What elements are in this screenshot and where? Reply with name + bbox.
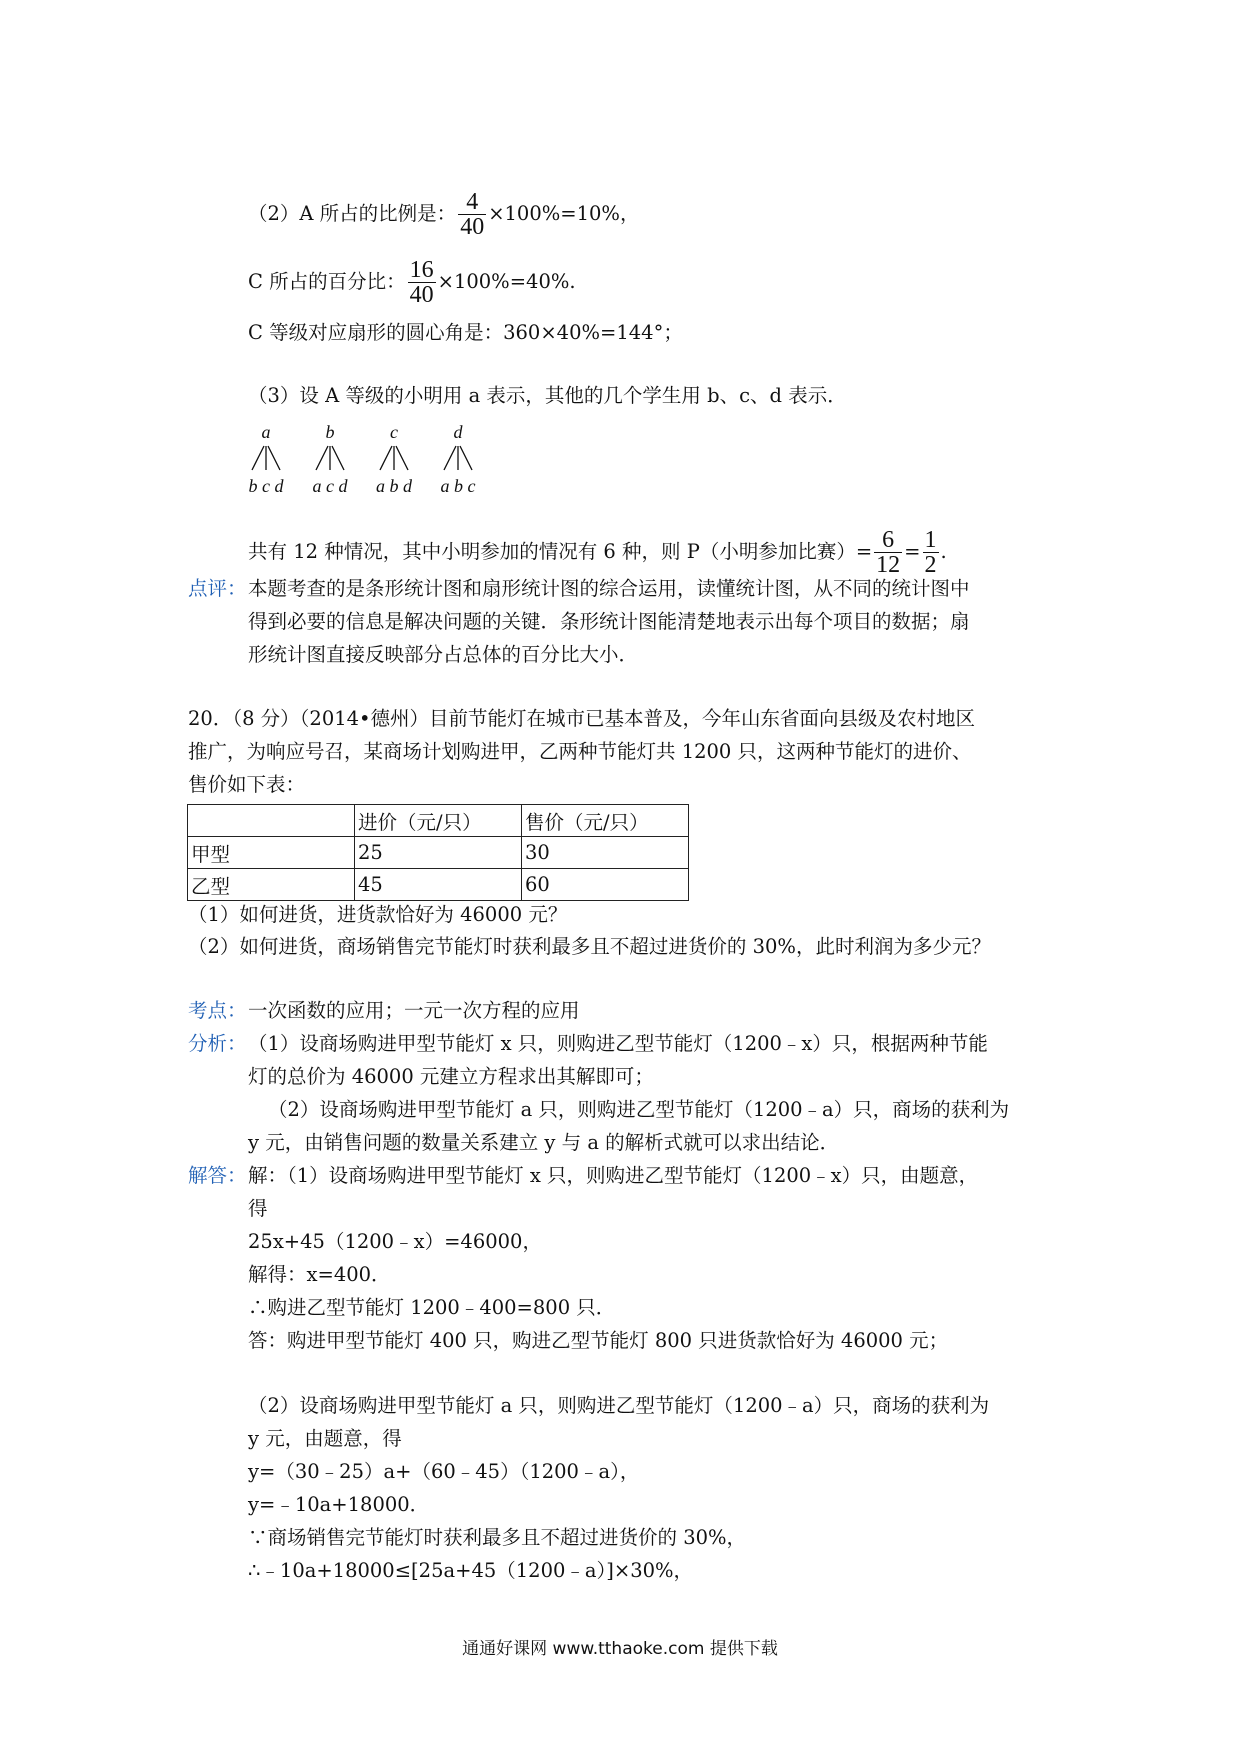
jieda-line: ∴﹣10a+18000≤[25a+45（1200﹣a）]×30%， <box>248 1559 694 1582</box>
tree-bottom-b: a c d <box>312 476 348 496</box>
probability-line <box>248 528 947 577</box>
tree-bottom-a: b c d <box>248 476 284 496</box>
jieda-line: ∵商场销售完节能灯时获利最多且不超过进货价的 30%， <box>248 1526 747 1549</box>
table-cell: 30 <box>522 837 689 869</box>
jieda-line: 25x+45（1200﹣x）=46000， <box>248 1230 542 1253</box>
ratio-a-text: （2）A 所占的比例是： <box>248 202 457 225</box>
tree-top-c: c <box>390 422 398 442</box>
frac-den: 40 <box>460 214 485 240</box>
ratio-a-result: ×100%=10%， <box>488 202 640 225</box>
fraction-4-40 <box>458 190 486 239</box>
ratio-c-text: C 所占的百分比： <box>248 270 406 293</box>
fenxi-line: （2）设商场购进甲型节能灯 a 只，则购进乙型节能灯（1200﹣a）只，商场的获利为 <box>268 1098 1010 1121</box>
frac-num: 4 <box>466 189 479 215</box>
price-table <box>187 804 689 901</box>
frac-den: 2 <box>924 552 937 578</box>
page-footer: 通通好课网 www.tthaoke.com 提供下载 <box>462 1639 778 1659</box>
frac-num: 6 <box>882 527 895 553</box>
fenxi-label: 分析： <box>188 1032 247 1055</box>
tree-diagram <box>246 420 506 502</box>
tree-bottom-d: a b c <box>440 476 476 496</box>
tree-top-d: d <box>453 422 463 442</box>
ratio-a-line <box>248 190 639 239</box>
frac-num: 1 <box>924 527 937 553</box>
frac-den: 40 <box>409 282 434 308</box>
table-cell: 60 <box>522 869 689 901</box>
part3-line: （3）设 A 等级的小明用 a 表示，其他的几个学生用 b、c、d 表示． <box>248 384 847 407</box>
table-header-cell: 售价（元/只） <box>522 805 689 837</box>
jieda-line: 解得：x=400． <box>248 1263 391 1286</box>
jieda-line: 答：购进甲型节能灯 400 只，购进乙型节能灯 800 只进货款恰好为 46000 元； <box>248 1329 949 1352</box>
jieda-line: 解：（1）设商场购进甲型节能灯 x 只，则购进乙型节能灯（1200﹣x）只，由题意， <box>248 1164 979 1187</box>
tree-top-a: a <box>261 422 271 442</box>
jieda-line: （2）设商场购进甲型节能灯 a 只，则购进乙型节能灯（1200﹣a）只，商场的获利为 <box>248 1394 990 1417</box>
problem20-stem-3: 售价如下表： <box>188 773 306 796</box>
tree-c <box>376 422 413 496</box>
table-header-cell: 进价（元/只） <box>355 805 522 837</box>
problem20-stem-1: 20．（8 分）（2014•德州）目前节能灯在城市已基本普及，今年山东省面向县级及农村地区 <box>188 707 976 730</box>
ratio-c-result: ×100%=40%. <box>437 270 576 293</box>
period: . <box>940 540 947 563</box>
question-1: （1）如何进货，进货款恰好为 46000 元？ <box>188 903 568 926</box>
table-header-cell <box>188 805 355 837</box>
jieda-line: y=（30﹣25）a+（60﹣45）（1200﹣a）， <box>248 1460 640 1483</box>
table-cell: 45 <box>355 869 522 901</box>
kaodian-label: 考点： <box>188 999 247 1022</box>
table-cell: 甲型 <box>188 837 355 869</box>
comment-label: 点评： <box>188 577 247 600</box>
jieda-label: 解答： <box>188 1164 247 1187</box>
tree-a <box>249 422 285 496</box>
kaodian-text: 一次函数的应用；一元一次方程的应用 <box>248 999 580 1022</box>
table-row <box>188 837 689 869</box>
ratio-c-line <box>248 258 576 307</box>
fenxi-line: （1）设商场购进甲型节能灯 x 只，则购进乙型节能灯（1200﹣x）只，根据两种节能 <box>248 1032 988 1055</box>
comment-line-3: 形统计图直接反映部分占总体的百分比大小． <box>248 643 639 666</box>
tree-b <box>313 422 349 496</box>
frac-num: 16 <box>409 257 434 283</box>
frac-den: 12 <box>876 552 901 578</box>
fraction-1-2 <box>923 528 939 577</box>
comment-line-2: 得到必要的信息是解决问题的关键．条形统计图能清楚地表示出每个项目的数据；扇 <box>248 610 970 633</box>
fraction-16-40 <box>408 258 436 307</box>
table-cell: 25 <box>355 837 522 869</box>
question-2: （2）如何进货，商场销售完节能灯时获利最多且不超过进货价的 30%，此时利润为多少元？ <box>188 935 991 958</box>
tree-d <box>441 422 476 496</box>
jieda-line: ∴购进乙型节能灯 1200﹣400=800 只． <box>248 1296 616 1319</box>
table-row <box>188 869 689 901</box>
comment-line-1: 本题考查的是条形统计图和扇形统计图的综合运用，读懂统计图，从不同的统计图中 <box>248 577 970 600</box>
tree-bottom-c: a b d <box>376 476 412 496</box>
fenxi-line: y 元，由销售问题的数量关系建立 y 与 a 的解析式就可以求出结论． <box>248 1131 840 1154</box>
equals-sign: = <box>904 540 921 563</box>
probability-text: 共有 12 种情况，其中小明参加的情况有 6 种，则 P（小明参加比赛）= <box>248 540 873 563</box>
angle-line: C 等级对应扇形的圆心角是：360×40%=144°； <box>248 321 683 344</box>
table-cell: 乙型 <box>188 869 355 901</box>
jieda-line: 得 <box>248 1197 268 1220</box>
jieda-line: y 元，由题意，得 <box>248 1427 402 1450</box>
problem20-stem-2: 推广，为响应号召，某商场计划购进甲，乙两种节能灯共 1200 只，这两种节能灯的进价、 <box>188 740 972 763</box>
fenxi-line: 灯的总价为 46000 元建立方程求出其解即可； <box>248 1065 654 1088</box>
table-header-row <box>188 805 689 837</box>
jieda-line: y=﹣10a+18000． <box>248 1493 430 1516</box>
fraction-6-12 <box>874 528 902 577</box>
tree-top-b: b <box>325 422 335 442</box>
